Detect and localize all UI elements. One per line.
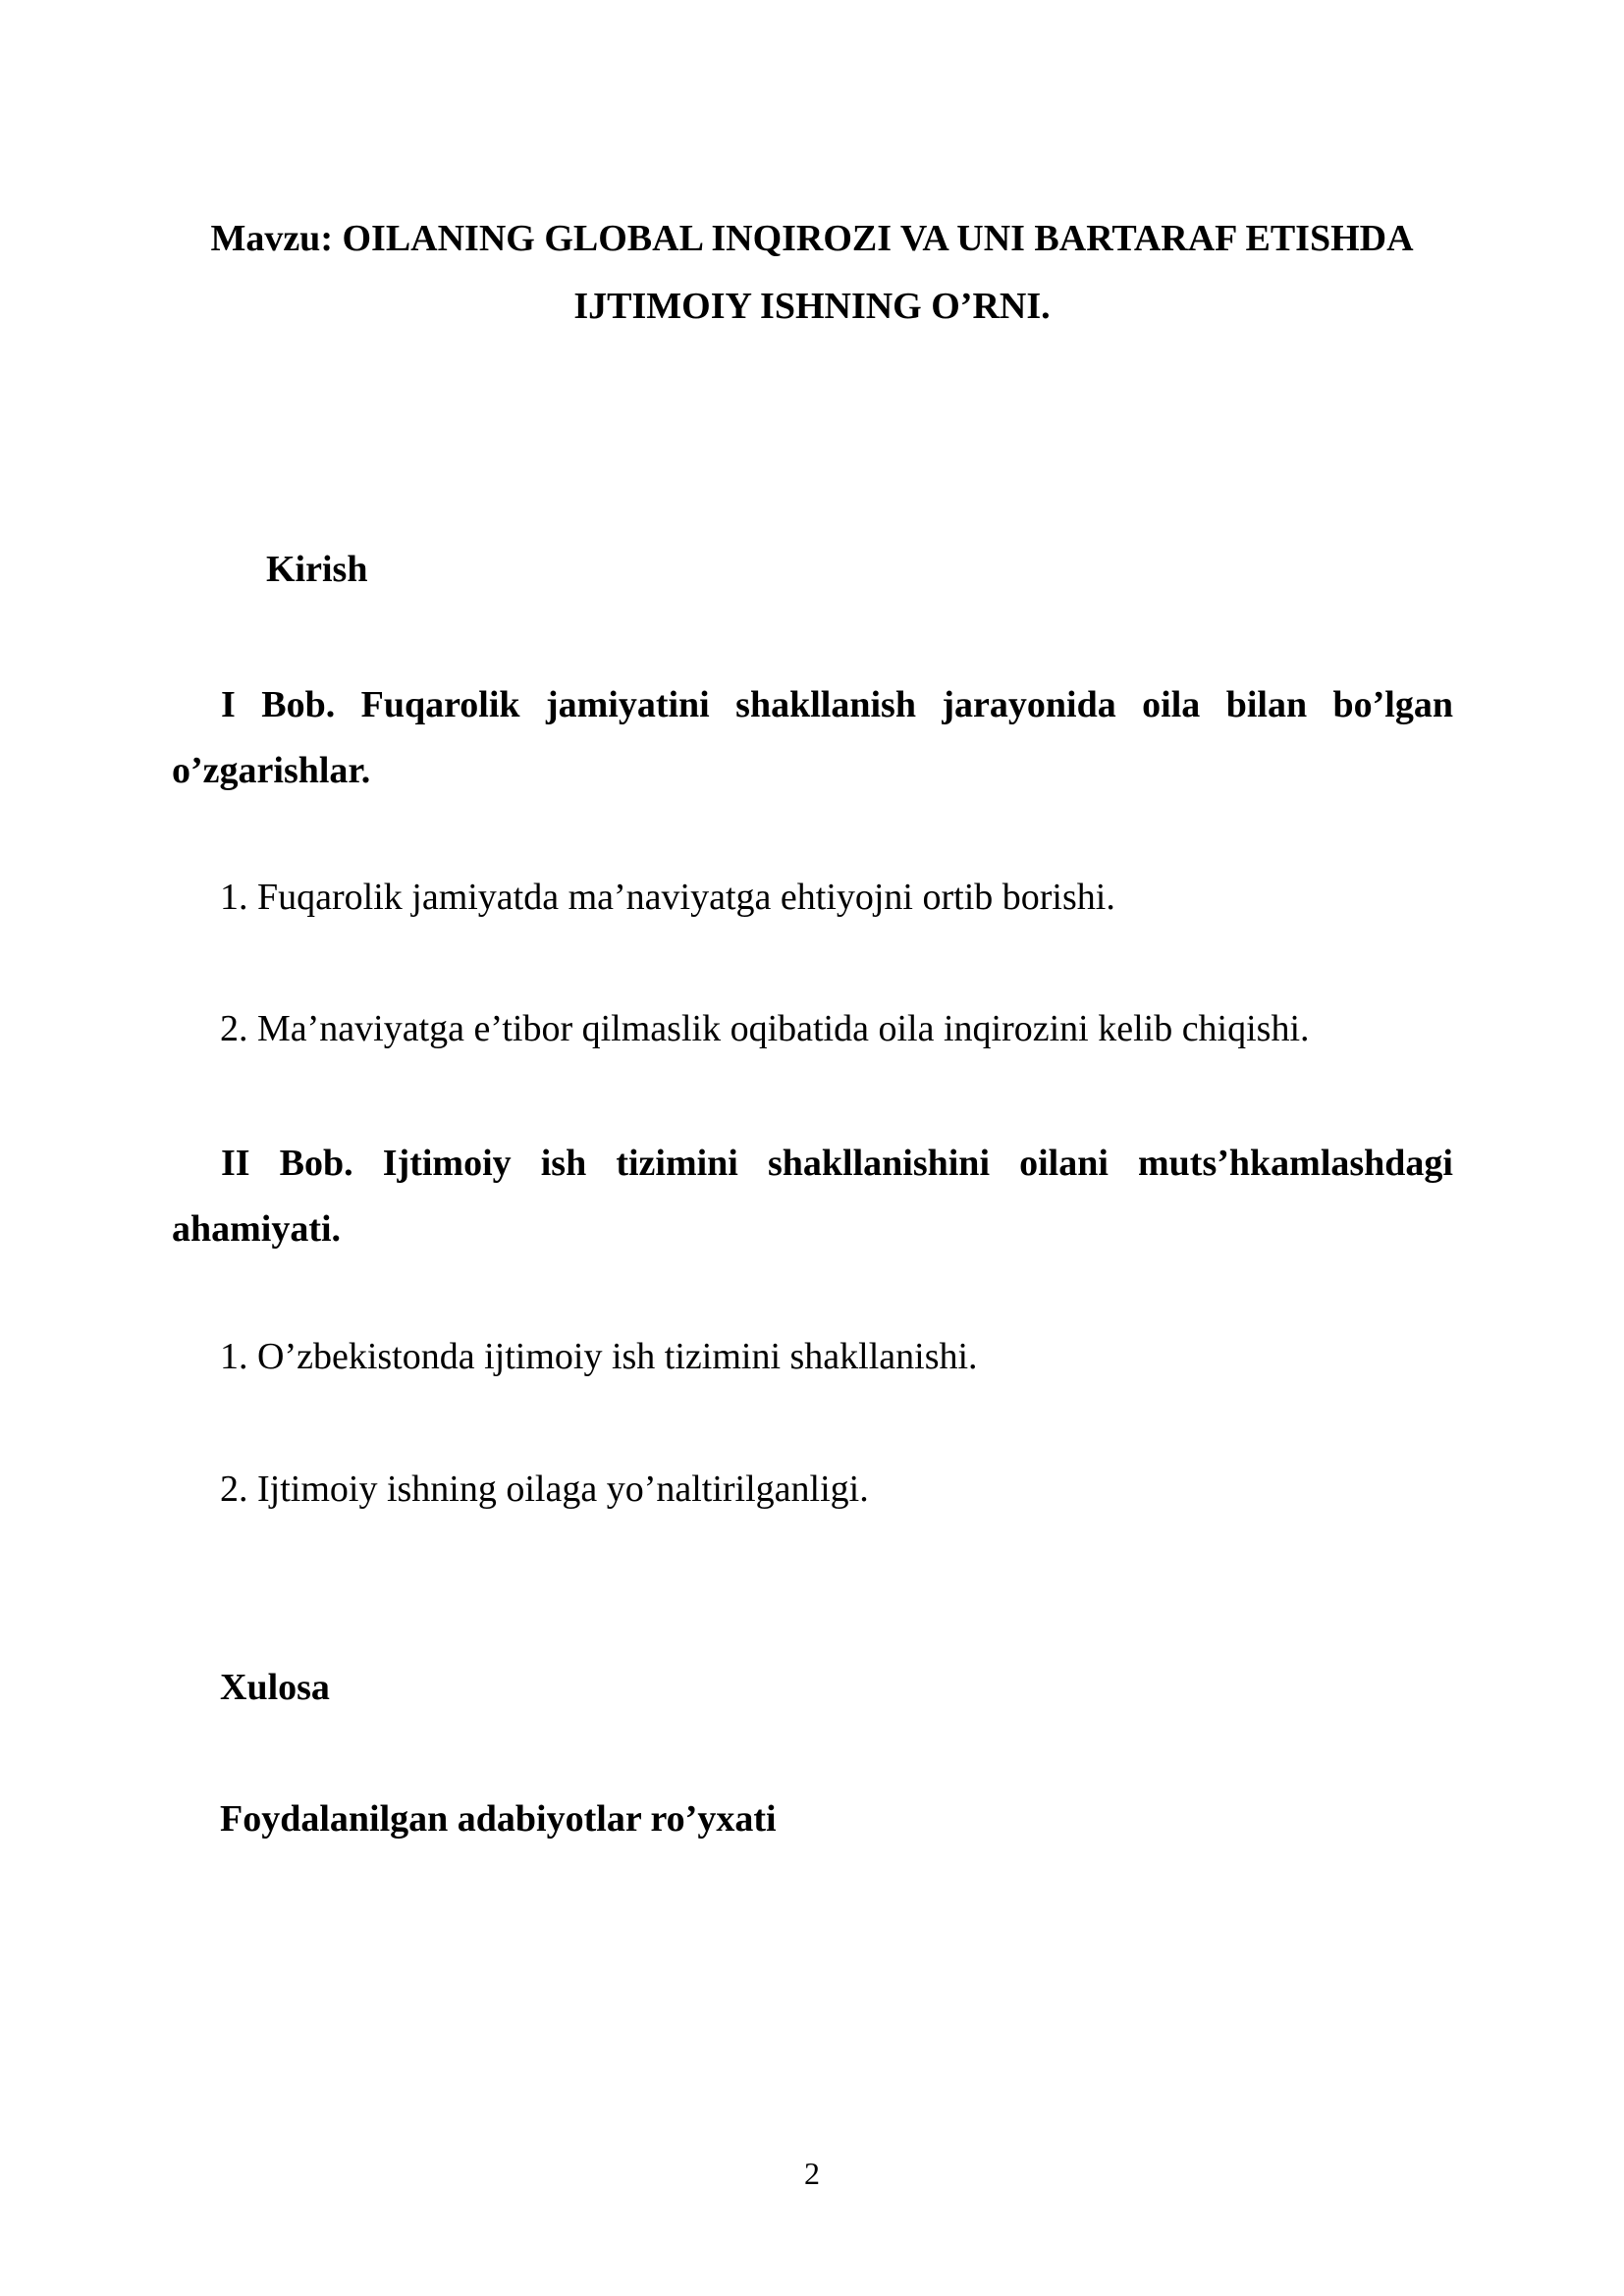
chapter-1-heading: I Bob. Fuqarolik jamiyatini shakllanish jarayonida oila bilan bo’lgan o’zgarishlar. <box>172 684 1453 791</box>
document-title-line-2: IJTIMOIY ISHNING O’RNI. <box>573 286 1051 327</box>
page-number: 2 <box>804 2156 820 2191</box>
chapter-2-item-1: 1. O’zbekistonda ijtimoiy ish tizimini shakllanishi. <box>220 1336 978 1377</box>
chapter-2-item-2: 2. Ijtimoiy ishning oilaga yo’naltirilganligi. <box>220 1468 869 1510</box>
chapter-2-heading: II Bob. Ijtimoiy ish tizimini shakllanishini oilani muts’hkamlashdagi ahamiyati. <box>172 1143 1453 1250</box>
references-heading: Foydalanilgan adabiyotlar ro’yxati <box>220 1798 777 1840</box>
chapter-1-item-2: 2. Ma’naviyatga e’tibor qilmaslik oqibatida oila inqirozini kelib chiqishi. <box>220 1008 1310 1049</box>
intro-heading: Kirish <box>266 549 368 590</box>
title-text-line-1: OILANING GLOBAL INQIROZI VA UNI BARTARAF ETISHDA <box>342 218 1414 259</box>
chapter-1-item-1: 1. Fuqarolik jamiyatda ma’naviyatga ehtiyojni ortib borishi. <box>220 877 1115 918</box>
conclusion-heading: Xulosa <box>220 1667 330 1708</box>
title-label: Mavzu: <box>210 218 333 259</box>
document-title-line-1 <box>0 217 1624 260</box>
